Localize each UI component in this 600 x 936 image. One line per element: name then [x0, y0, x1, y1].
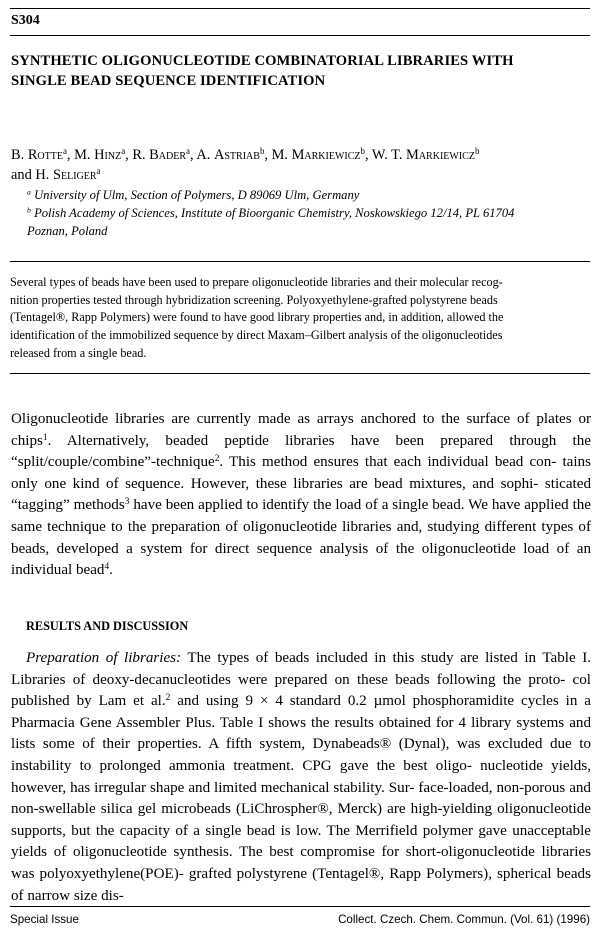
author-initials: A. [196, 147, 211, 163]
footer-issue: Special Issue [10, 913, 79, 926]
author [74, 147, 132, 163]
paragraph-text: The types of beads included in this study are listed in Table I. [181, 650, 591, 666]
top-rule [10, 8, 590, 9]
line-text: in a Pharmacia Gene Assembler Plus. Table I shows the results obtained for 4 library [11, 693, 591, 731]
line-text: tains only one kind of sequence. However, these libraries are bead mixtures, and sophi- [11, 454, 591, 492]
line-text: studying different types of beads, developed a system for direct sequence analysis of [11, 518, 592, 557]
author-initials: R. [132, 147, 146, 163]
author-initials: B. [11, 147, 25, 163]
author-separator: , [189, 147, 197, 163]
line-text: the oligonucleotide load of an individual bead [11, 540, 592, 579]
author-initials: W. T. [371, 147, 403, 163]
line-text: and using 9 × 4 standard 0.2 µmol phosphoramidite cycles [170, 693, 559, 710]
abstract [10, 274, 590, 363]
paragraph-lead: Preparation of libraries: [26, 650, 182, 666]
author-affiliation-mark: a [121, 146, 126, 157]
citation-ref: 3 [124, 497, 130, 508]
line-text: “split/couple/combine”-technique [11, 454, 215, 471]
title-line: SYNTHETIC OLIGONUCLEOTIDE COMBINATORIAL LIBRARIES WITH [11, 53, 514, 69]
author-separator: , [364, 147, 372, 163]
author-affiliation-mark: b [474, 146, 480, 157]
line-text: face-loaded, non-porous and non-swellable silica gel microbeads (LiChrospher®, [11, 779, 591, 818]
line-text: Oligonucleotide libraries are currently made as arrays anchored to the surface of plates [11, 411, 572, 427]
line-text: nucleotide yields, however, has irregular shape and limited mechanical stability. Sur- [11, 757, 592, 796]
line-text: have applied the same technique to the preparation of oligonucleotide libraries and, [11, 497, 592, 535]
author-affiliation-mark: a [62, 146, 67, 157]
author-surname: Astriab [213, 147, 260, 163]
intro-paragraph [11, 409, 591, 582]
author-separator: , [66, 147, 75, 163]
author-separator: , [125, 147, 133, 163]
author [11, 147, 74, 163]
line-text: . [109, 562, 113, 579]
affiliation-a [27, 186, 592, 204]
line-text: Merck) are high-yielding oligonucleotide supports, but the capacity of a single bead is [11, 801, 591, 839]
title-line: SINGLE BEAD SEQUENCE IDENTIFICATION [11, 73, 326, 89]
abstract-line: nition properties tested through hybridization screening. Polyoxyethylene-grafted polystyrene beads [10, 292, 498, 307]
author-initials: and H. [11, 167, 50, 183]
author [196, 147, 271, 163]
citation-ref: 2 [165, 693, 171, 704]
abstract-top-rule [10, 261, 590, 262]
affiliation-mark: b [27, 205, 31, 215]
author-surname: Bader [149, 147, 186, 163]
affiliation-text: University of Ulm, Section of Polymers, D 89069 Ulm, Germany [34, 188, 360, 202]
line-text: or chips [11, 411, 592, 449]
author-affiliation-mark: a [186, 146, 190, 157]
citation-ref: 2 [214, 454, 220, 465]
abstract-line: identification of the immobilized sequence by direct Maxam–Gilbert analysis of the oligonucleotides [10, 328, 503, 343]
text-line [11, 454, 556, 470]
author-surname: Seliger [52, 167, 97, 183]
line-text: systems and lists some of their properties. A fifth system, Dynabeads® (Dynal), was [11, 714, 591, 753]
line-text: . Alternatively, beaded peptide libraries have been prepared through the [47, 432, 591, 449]
footer-rule [10, 906, 590, 907]
line-text: grafted polystyrene (Tentagel®, Rapp Polymers), spherical beads of narrow size dis- [11, 865, 591, 904]
author-affiliation-mark: b [360, 146, 365, 157]
author [372, 147, 479, 163]
paragraph-continuation [11, 672, 591, 904]
abstract-line: (Tentagel®, Rapp Polymers) were found to have good library properties and, in addition, allowed the [10, 310, 504, 325]
author [272, 147, 372, 163]
abstract-bottom-rule [10, 373, 590, 374]
author-initials: M. [271, 147, 288, 163]
abstract-line: released from a single bead. [10, 345, 147, 360]
line-text: The best compromise for short-oligonucleotide libraries was polyoxyethylene(POE)- [11, 844, 591, 882]
author-surname: Markiewicz [291, 147, 361, 163]
author-surname: Rotte [27, 147, 63, 163]
affiliation-mark: a [27, 187, 31, 197]
affiliation-text: Polish Academy of Sciences, Institute of Bioorganic Chemistry, Noskowskiego 12/14, PL 61704 [34, 206, 515, 220]
header-rule [10, 35, 590, 36]
author-initials: M. [74, 147, 91, 163]
line-text: col published by Lam et al. [11, 671, 591, 710]
author [11, 167, 101, 183]
abstract-line: Several types of beads have been used to prepare oligonucleotide libraries and their molecular recog- [10, 275, 503, 289]
line-text: sticated “tagging” methods [11, 475, 591, 514]
line-text: have been applied to identify the load of a single bead. We [129, 497, 488, 514]
author-surname: Markiewicz [406, 147, 475, 163]
line-text: Libraries of deoxy-decanucleotides were prepared on these beads following the proto- [11, 671, 566, 688]
text-line [11, 672, 565, 688]
results-paragraph [11, 648, 591, 907]
citation-ref: 4 [104, 562, 110, 573]
page-number: S304 [11, 13, 40, 28]
author [132, 147, 196, 163]
article-title [11, 51, 596, 91]
author-separator: , [264, 147, 272, 163]
line-text: low. The Merrifield polymer gave unacceptable yields of oligonucleotide synthesis. [11, 822, 591, 861]
author-affiliation-mark: a [96, 166, 101, 177]
line-text: excluded due to instability to prolonged ammonia treatment. CPG gave the best oligo- [11, 736, 591, 774]
author-surname: Hinz [94, 147, 122, 163]
author-affiliation-mark: b [259, 146, 265, 157]
affiliation-text: Poznan, Poland [27, 224, 108, 238]
affiliation-b [27, 204, 592, 240]
footer-citation: Collect. Czech. Chem. Commun. (Vol. 61) (1996) [338, 913, 590, 926]
text-line [11, 411, 572, 427]
author-list [11, 145, 596, 185]
section-heading: RESULTS AND DISCUSSION [26, 619, 189, 633]
citation-ref: 1 [42, 432, 48, 443]
line-text: . This method ensures that each individual bead con- [219, 454, 557, 471]
